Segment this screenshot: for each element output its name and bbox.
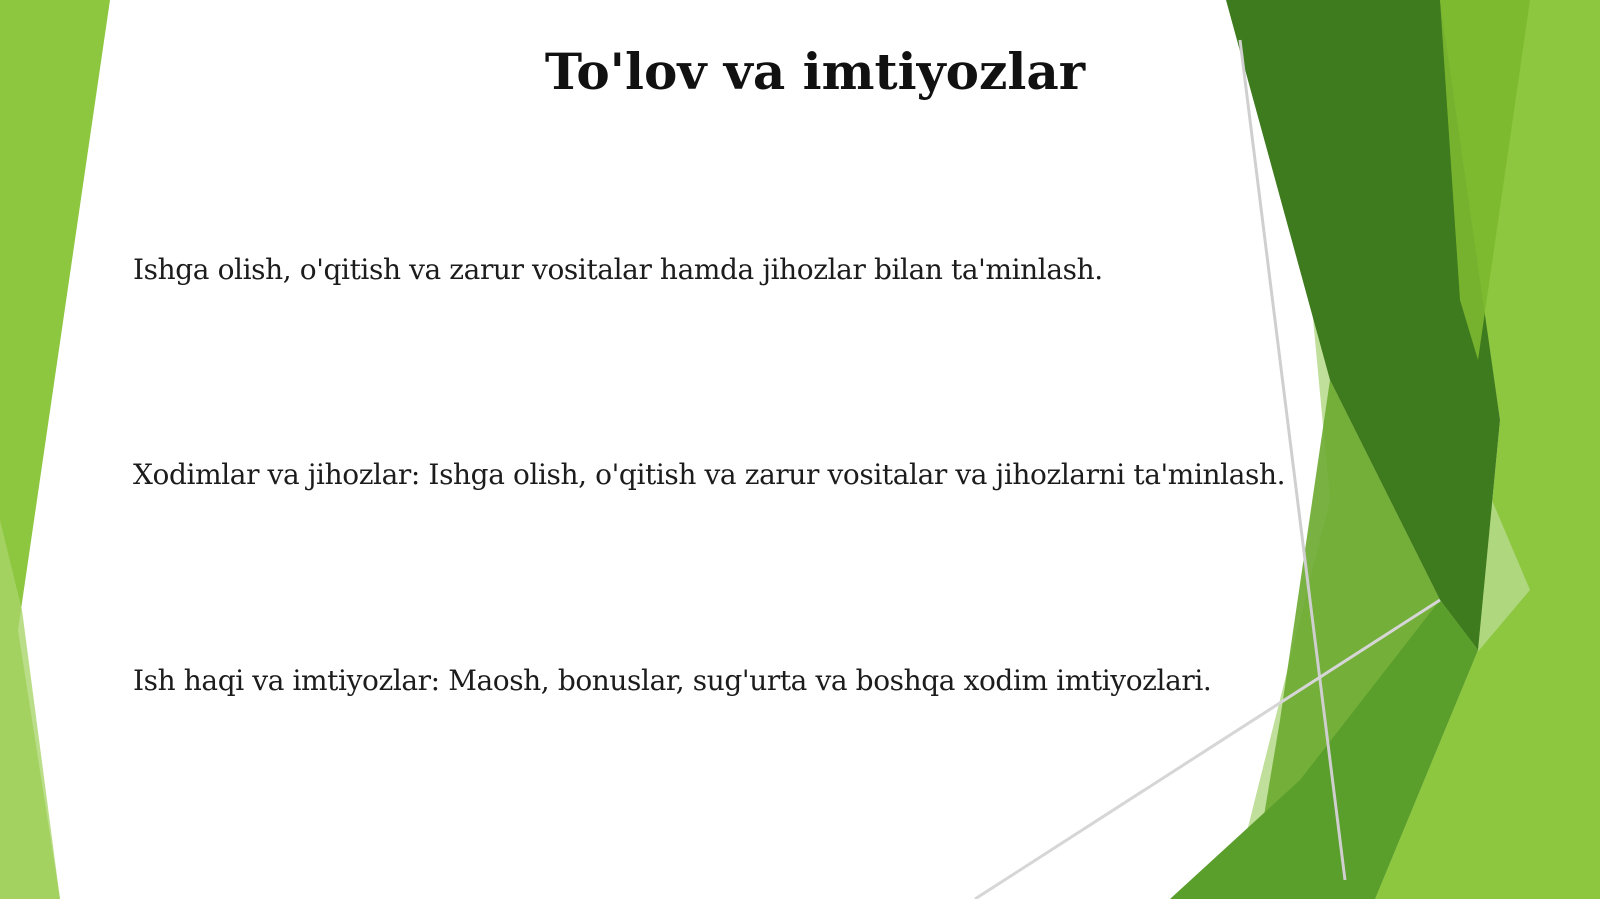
slide-title: To'lov va imtiyozlar bbox=[544, 42, 1086, 101]
bullet-item: Ishga olish, o'qitish va zarur vositalar hamda jihozlar bilan ta'minlash. bbox=[133, 253, 1103, 286]
bullet-item: Xodimlar va jihozlar: Ishga olish, o'qitish va zarur vositalar va jihozlarni ta'minlash. bbox=[133, 458, 1286, 491]
left-light-band bbox=[0, 520, 60, 899]
bullet-item: Ish haqi va imtiyozlar: Maosh, bonuslar, sug'urta va boshqa xodim imtiyozlari. bbox=[133, 664, 1212, 697]
